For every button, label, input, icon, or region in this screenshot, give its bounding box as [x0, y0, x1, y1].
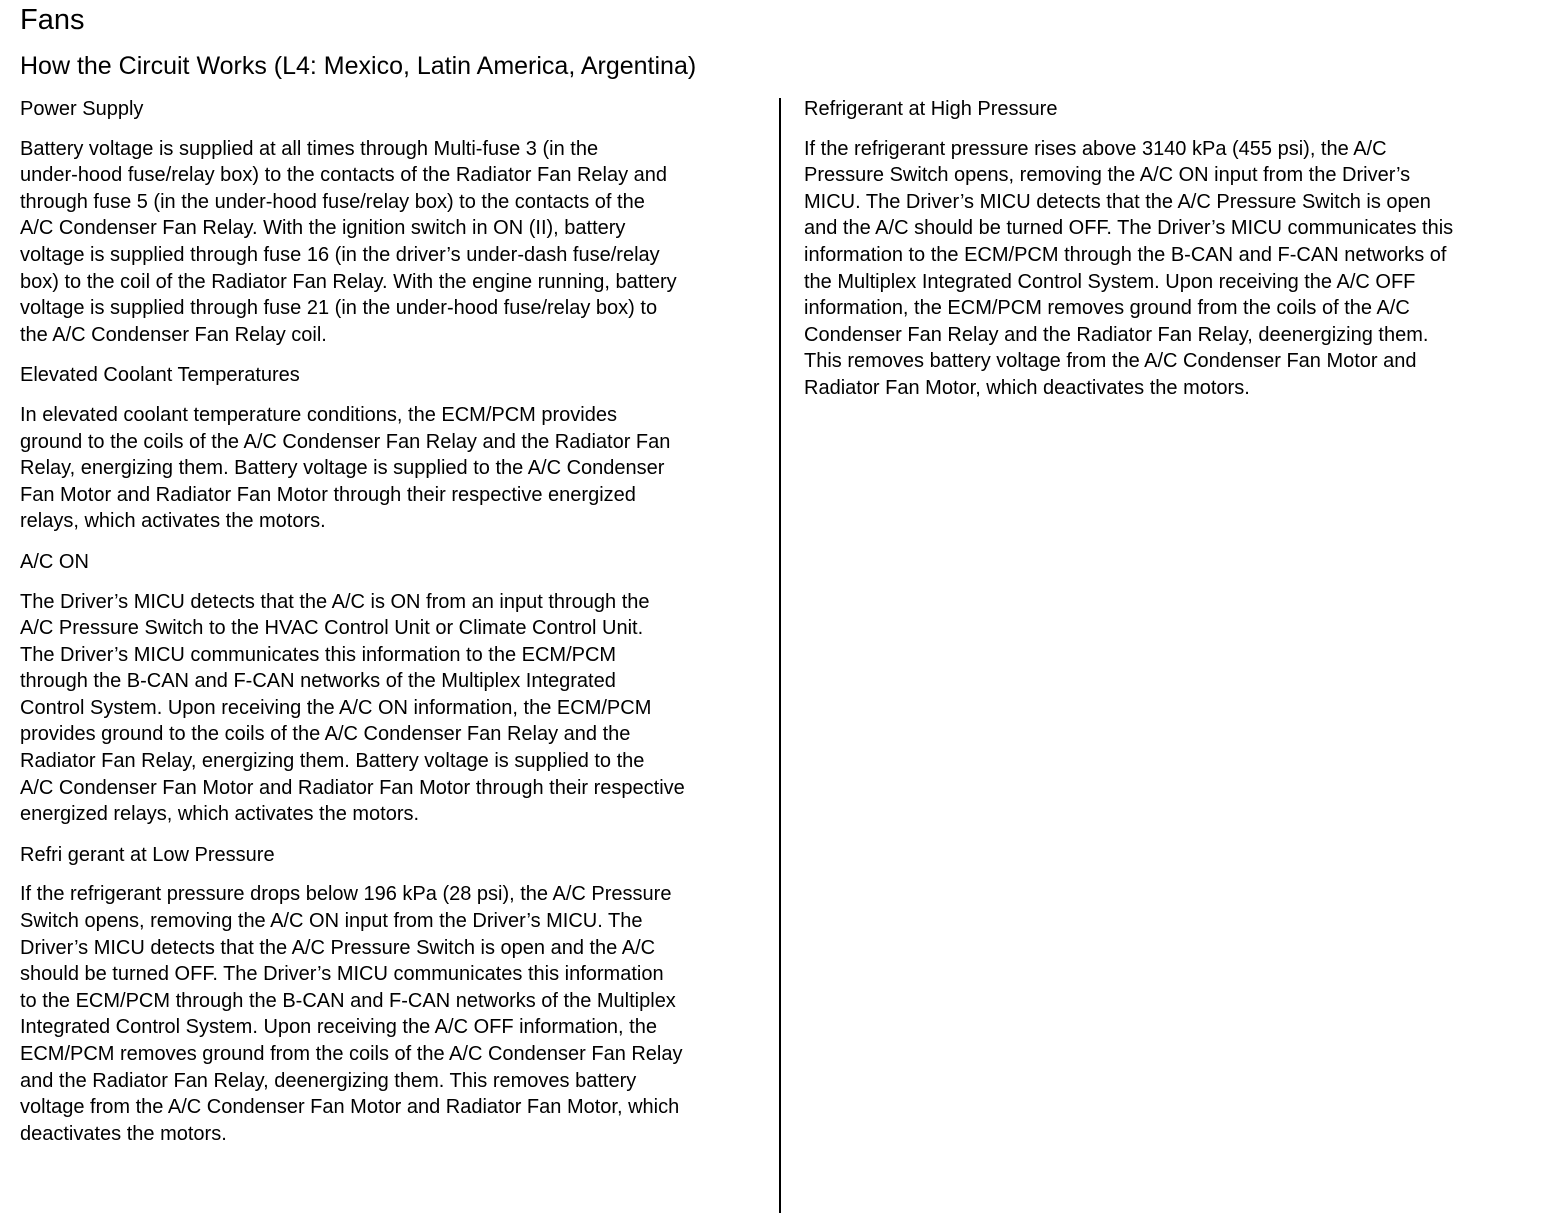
section-low-pressure [20, 842, 770, 1148]
section-body-elevated-coolant: In elevated coolant temperature conditions, the ECM/PCM provides ground to the coils of the A/C Condenser Fan Relay and the Radiator Fan Relay, energizing them. Battery voltage is supplied to the A/C Condenser Fan Motor and Radiator Fan Motor through their respective energized relays, which activates the motors. [20, 403, 671, 533]
section-body-high-pressure: If the refrigerant pressure rises above 3140 kPa (455 psi), the A/C Pressure Switch opens, removing the A/C ON input from the Driver’s MICU. The Driver’s MICU detects that the A/C Pressure Switch is open and the A/C should be turned OFF. The Driver’s MICU communicates this information to the ECM/PCM through the B-CAN and F-CAN networks of the Multiplex Integrated Control System. Upon receiving the A/C OFF information, the ECM/PCM removes ground from the coils of the A/C Condenser Fan Relay and the Radiator Fan Relay, deenergizing them. This removes battery voltage from the A/C Condenser Fan Motor and Radiator Fan Motor, which deactivates the motors. [804, 137, 1454, 399]
section-ac-on [20, 549, 770, 828]
section-elevated-coolant [20, 362, 770, 535]
section-high-pressure [804, 96, 1544, 402]
section-heading-ac-on: A/C ON [20, 550, 89, 573]
left-column [20, 96, 770, 1161]
section-heading-low-pressure: Refri gerant at Low Pressure [20, 843, 275, 866]
section-body-ac-on: The Driver’s MICU detects that the A/C is ON from an input through the A/C Pressure Switch to the HVAC Control Unit or Climate Control Unit. The Driver’s MICU communicates this information to the ECM/PCM through the B-CAN and F-CAN networks of the Multiplex Integrated Control System. Upon receiving the A/C ON information, the ECM/PCM provides ground to the coils of the A/C Condenser Fan Relay and the Radiator Fan Relay, energizing them. Battery voltage is supplied to the A/C Condenser Fan Motor and Radiator Fan Motor through their respective energized relays, which activates the motors. [20, 590, 685, 826]
section-heading-power-supply: Power Supply [20, 98, 144, 120]
section-body-low-pressure: If the refrigerant pressure drops below 196 kPa (28 psi), the A/C Pressure Switch opens, removing the A/C ON input from the Driver’s MICU. The Driver’s MICU detects that the A/C Pressure Switch is open and the A/C should be turned OFF. The Driver’s MICU communicates this information to the ECM/PCM through the B-CAN and F-CAN networks of the Multiplex Integrated Control System. Upon receiving the A/C OFF information, the ECM/PCM removes ground from the coils of the A/C Condenser Fan Relay and the Radiator Fan Relay, deenergizing them. This removes battery voltage from the A/C Condenser Fan Motor and Radiator Fan Motor, which deactivates the motors. [20, 883, 683, 1145]
section-heading-elevated-coolant: Elevated Coolant Temperatures [20, 364, 300, 387]
column-divider [779, 98, 781, 1213]
page-subtitle: How the Circuit Works (L4: Mexico, Latin America, Argentina) [20, 52, 697, 80]
section-heading-high-pressure: Refrigerant at High Pressure [804, 98, 1058, 120]
section-body-power-supply: Battery voltage is supplied at all times through Multi-fuse 3 (in the under-hood fuse/relay box) to the contacts of the Radiator Fan Relay and through fuse 5 (in the under-hood fuse/relay box) to the contacts of the A/C Condenser Fan Relay. With the ignition switch in ON (II), battery voltage is supplied through fuse 16 (in the driver’s under-dash fuse/relay box) to the coil of the Radiator Fan Relay. With the engine running, battery voltage is supplied through fuse 21 (in the under-hood fuse/relay box) to the A/C Condenser Fan Relay coil. [20, 137, 677, 346]
section-power-supply [20, 96, 770, 348]
page-title: Fans [20, 4, 85, 36]
right-column [804, 96, 1544, 416]
